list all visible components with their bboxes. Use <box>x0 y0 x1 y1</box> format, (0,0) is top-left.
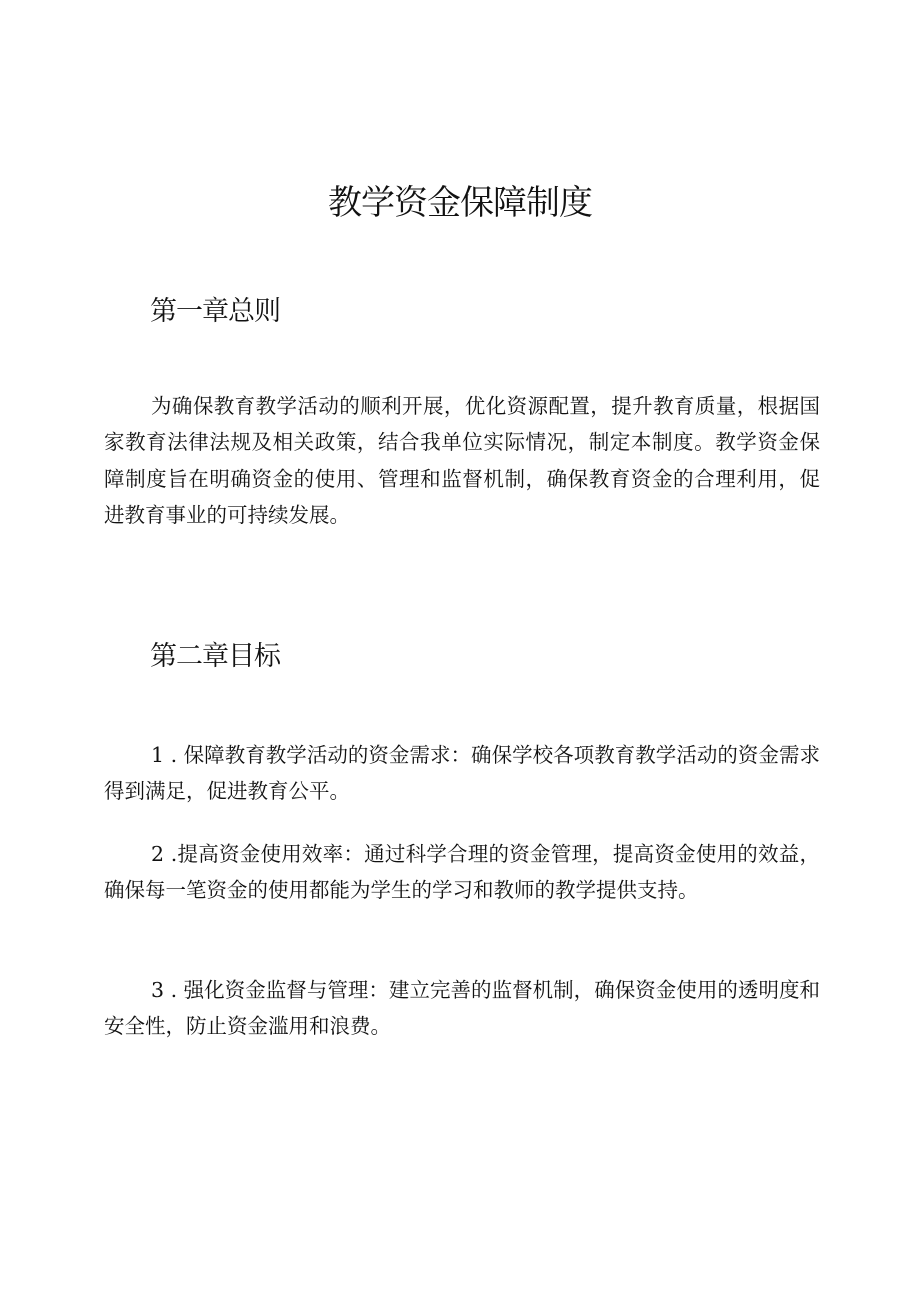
general-provisions-paragraph: 为确保教育教学活动的顺利开展，优化资源配置，提升教育质量，根据国家教育法律法规及相关政策，结合我单位实际情况，制定本制度。教学资金保障制度旨在明确资金的使用、管理和监督机制，确保教育资金的合理利用，促进教育事业的可持续发展。 <box>104 394 820 528</box>
goal-item-efficiency: 2 .提高资金使用效率：通过科学合理的资金管理，提高资金使用的效益，确保每一笔资金的使用都能为学生的学习和教师的教学提供支持。 <box>104 842 820 903</box>
goal-item-funding-needs: 1 . 保障教育教学活动的资金需求：确保学校各项教育教学活动的资金需求得到满足，促进教育公平。 <box>104 743 820 804</box>
chapter-heading-goals: 第二章目标 <box>150 641 280 672</box>
goal-item-supervision: 3 . 强化资金监督与管理：建立完善的监督机制，确保资金使用的透明度和安全性，防止资金滥用和浪费。 <box>104 978 820 1039</box>
document-title: 教学资金保障制度 <box>328 183 592 223</box>
chapter-heading-general: 第一章总则 <box>150 296 280 327</box>
